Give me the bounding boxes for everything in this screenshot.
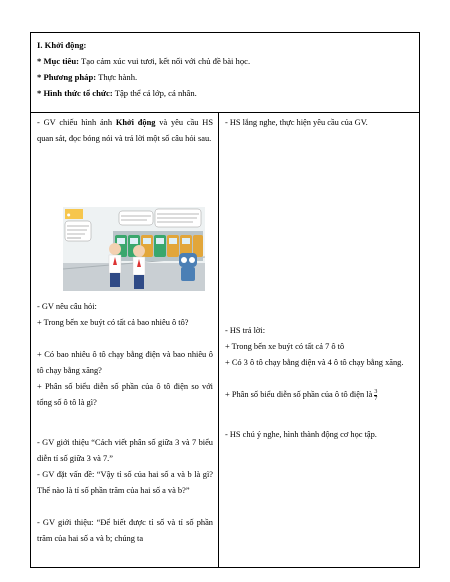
warmup-header bbox=[31, 33, 419, 113]
answer-3: + Phân số biểu diễn số phần của ô tô điện là $\frac{3}{7}$ bbox=[225, 388, 378, 402]
teacher-asks: - GV nêu câu hỏi: bbox=[37, 302, 97, 311]
method-line: * Phương pháp: Thực hành. bbox=[37, 72, 138, 82]
student-listen: - HS lắng nghe, thực hiện yêu cầu của GV. bbox=[225, 118, 368, 127]
teacher-problem: - GV đặt vấn đề: “Vậy tỉ số của hai số a và b là gì? Thế nào là tỉ số phần trăm của hai số a và b?” bbox=[37, 470, 213, 495]
objective-line: * Mục tiêu: Tạo cảm xúc vui tươi, kết nối với chủ đề bài học. bbox=[37, 56, 251, 66]
student-attention: - HS chú ý nghe, hình thành động cơ học tập. bbox=[225, 430, 377, 439]
bus-station-image bbox=[63, 207, 205, 291]
answer-2: + Có 3 ô tô chạy bằng điện và 4 ô tô chạy bằng xăng. bbox=[225, 358, 404, 367]
warmup-illustration bbox=[63, 207, 205, 291]
student-column bbox=[219, 113, 419, 567]
lesson-table bbox=[30, 32, 420, 568]
fraction-3-7: $\frac{3}{7}$ bbox=[374, 388, 378, 402]
question-1: + Trong bến xe buýt có tất cả bao nhiêu ô tô? bbox=[37, 318, 189, 327]
svg-text:●: ● bbox=[67, 212, 71, 217]
question-3: + Phân số biểu diễn số phần của ô tô điện so với tổng số ô tô là gì? bbox=[37, 382, 213, 407]
student-answer-label: - HS trả lời: bbox=[225, 326, 266, 335]
teacher-ratio-intro: - GV giới thiệu “Cách viết phân số giữa 3 và 7 biểu diễn tỉ số giữa 3 và 7.” bbox=[37, 438, 213, 463]
teacher-next-intro: - GV giới thiệu: “Để biết được tỉ số và tỉ số phần trăm của hai số a và b; chúng ta bbox=[37, 518, 213, 543]
form-line: * Hình thức tổ chức: Tập thể cả lớp, cá nhân. bbox=[37, 88, 197, 98]
answer-1: + Trong bến xe buýt có tất cả 7 ô tô bbox=[225, 342, 345, 351]
teacher-intro: - GV chiếu hình ảnh Khởi động và yêu cầu HS quan sát, đọc bóng nói và trả lời một số câu hỏi sau. bbox=[37, 118, 214, 143]
teacher-column bbox=[31, 113, 219, 567]
question-2: + Có bao nhiêu ô tô chạy bằng điện và bao nhiêu ô tô chạy bằng xăng? bbox=[37, 350, 213, 375]
section-title: I. Khởi động: bbox=[37, 40, 87, 50]
